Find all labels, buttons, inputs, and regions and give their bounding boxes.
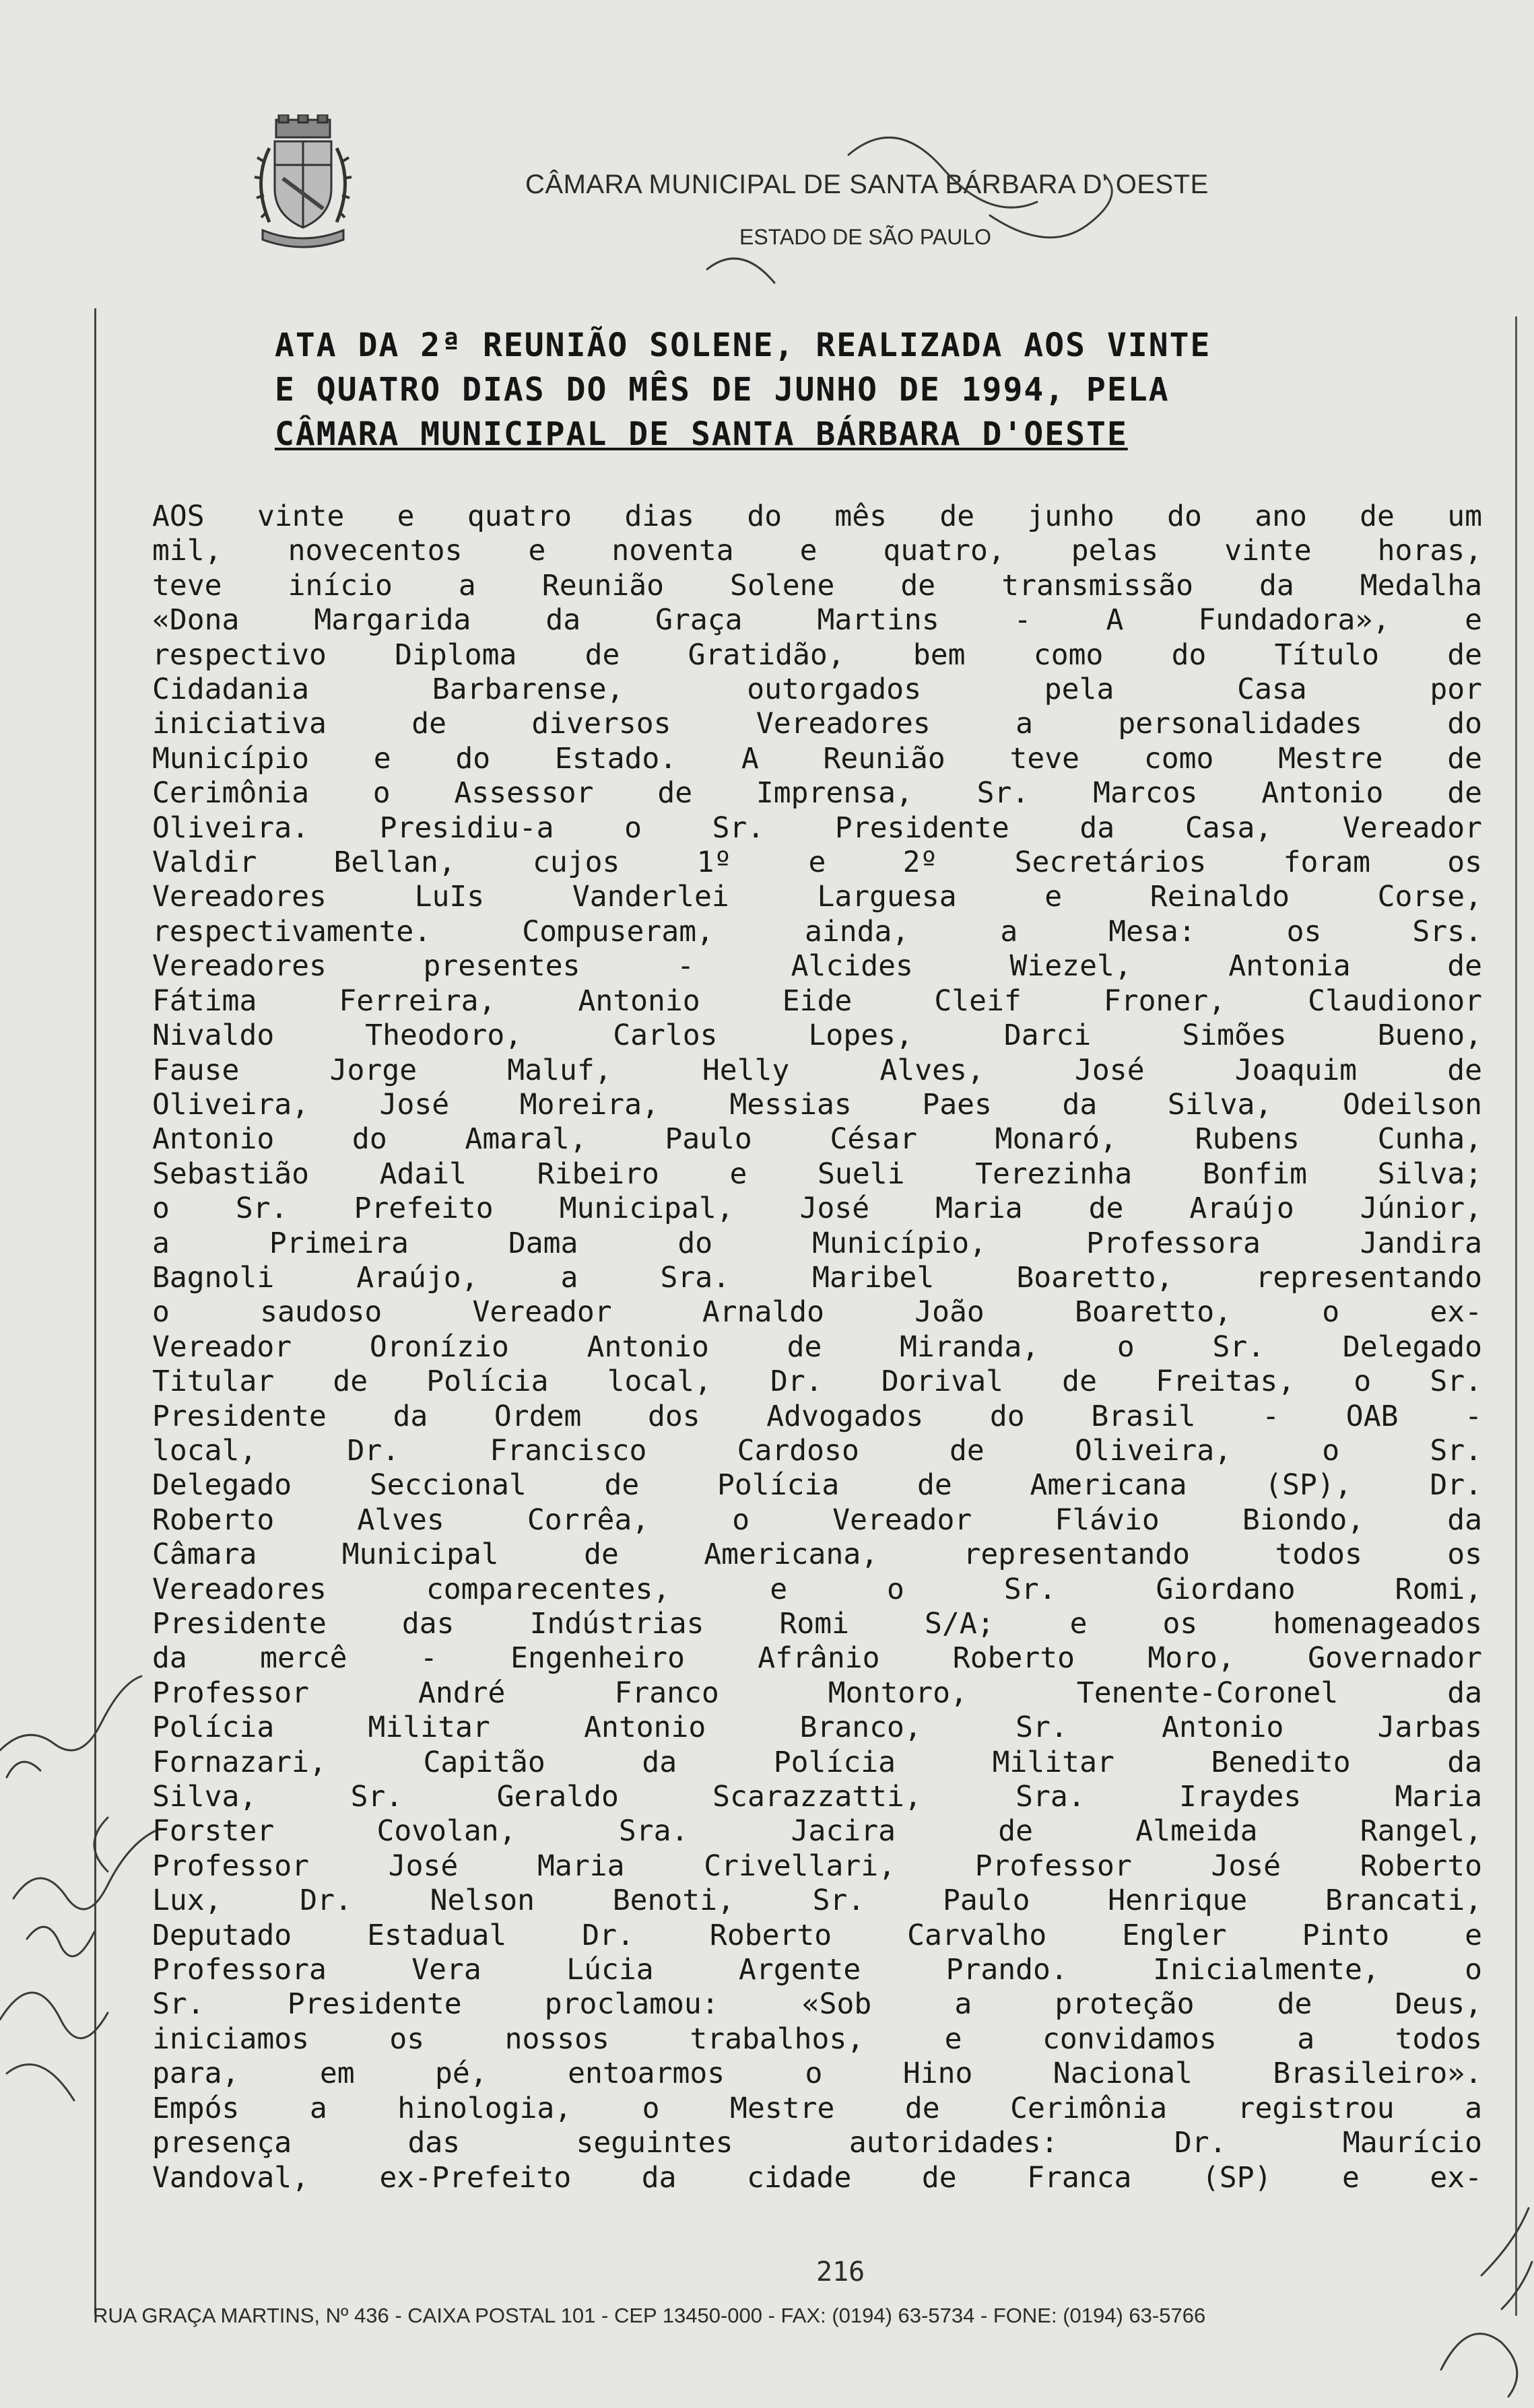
right-margin-rule (1515, 316, 1517, 2316)
body-line: Cerimônia o Assessor de Imprensa, Sr. Marcos Antonio de (152, 776, 1482, 811)
body-line: local, Dr. Francisco Cardoso de Oliveira, o Sr. (152, 1433, 1482, 1468)
body-line: da mercê - Engenheiro Afrânio Roberto Moro, Governador (152, 1641, 1482, 1676)
body-line: o Sr. Prefeito Municipal, José Maria de Araújo Júnior, (152, 1192, 1482, 1226)
body-line: Vereadores comparecentes, e o Sr. Giordano Romi, (152, 1572, 1482, 1606)
body-line: Delegado Seccional de Polícia de Americana (SP), Dr. (152, 1468, 1482, 1503)
body-line: o saudoso Vereador Arnaldo João Boaretto, o ex- (152, 1295, 1482, 1330)
body-line: Silva, Sr. Geraldo Scarazzatti, Sra. Iraydes Maria (152, 1780, 1482, 1814)
body-line: Vereadores LuIs Vanderlei Larguesa e Reinaldo Corse, (152, 880, 1482, 914)
body-line: Município e do Estado. A Reunião teve como Mestre de (152, 741, 1482, 776)
document-title (275, 323, 1352, 456)
body-line: Oliveira, José Moreira, Messias Paes da Silva, Odeilson (152, 1087, 1482, 1122)
body-line: a Primeira Dama do Município, Professora Jandira (152, 1226, 1482, 1260)
body-line: Nivaldo Theodoro, Carlos Lopes, Darci Simões Bueno, (152, 1019, 1482, 1053)
address-footer: RUA GRAÇA MARTINS, Nº 436 - CAIXA POSTAL 101 - CEP 13450-000 - FAX: (0194) 63-5734 - FONE: (0194) 63-5766 (93, 2304, 1206, 2327)
body-line: Professor José Maria Crivellari, Professor José Roberto (152, 1849, 1482, 1883)
body-line: Fornazari, Capitão da Polícia Militar Benedito da (152, 1745, 1482, 1779)
body-line: presença das seguintes autoridades: Dr. Maurício (152, 2126, 1482, 2160)
body-line: Fause Jorge Maluf, Helly Alves, José Joaquim de (152, 1053, 1482, 1087)
body-line: Vandoval, ex-Prefeito da cidade de Franca (SP) e ex- (152, 2160, 1482, 2195)
body-line: Bagnoli Araújo, a Sra. Maribel Boaretto, representando (152, 1260, 1482, 1295)
left-margin-rule (94, 308, 96, 2314)
institution-name: CÂMARA MUNICIPAL DE SANTA BÁRBARA D' OESTE (525, 170, 1209, 199)
body-line: iniciativa de diversos Vereadores a personalidades do (152, 707, 1482, 741)
institution-state: ESTADO DE SÃO PAULO (739, 225, 992, 249)
body-line: Fátima Ferreira, Antonio Eide Cleif Froner, Claudionor (152, 984, 1482, 1018)
body-line: Vereador Oronízio Antonio de Miranda, o Sr. Delegado (152, 1330, 1482, 1364)
body-line: Presidente das Indústrias Romi S/A; e os homenageados (152, 1607, 1482, 1641)
body-line: Forster Covolan, Sra. Jacira de Almeida Rangel, (152, 1814, 1482, 1849)
body-line: Sr. Presidente proclamou: «Sob a proteção de Deus, (152, 1987, 1482, 2022)
body-line: Sebastião Adail Ribeiro e Sueli Terezinha Bonfim Silva; (152, 1157, 1482, 1191)
body-line: Polícia Militar Antonio Branco, Sr. Antonio Jarbas (152, 1711, 1482, 1745)
title-line: E QUATRO DIAS DO MÊS DE JUNHO DE 1994, PELA (275, 371, 1170, 409)
body-line: mil, novecentos e noventa e quatro, pelas vinte horas, (152, 534, 1482, 568)
body-line: teve início a Reunião Solene de transmissão da Medalha (152, 568, 1482, 603)
coat-of-arms-icon (249, 114, 357, 249)
minutes-body (152, 500, 1482, 2195)
body-line: Professora Vera Lúcia Argente Prando. Inicialmente, o (152, 1953, 1482, 1987)
body-line: Titular de Polícia local, Dr. Dorival de Freitas, o Sr. (152, 1365, 1482, 1399)
body-line: Câmara Municipal de Americana, representando todos os (152, 1538, 1482, 1572)
body-line: Valdir Bellan, cujos 1º e 2º Secretários foram os (152, 846, 1482, 880)
body-line: Professor André Franco Montoro, Tenente-Coronel da (152, 1676, 1482, 1710)
body-line: «Dona Margarida da Graça Martins - A Fundadora», e (152, 603, 1482, 638)
body-line: Cidadania Barbarense, outorgados pela Casa por (152, 673, 1482, 707)
body-line: Oliveira. Presidiu-a o Sr. Presidente da Casa, Vereador (152, 811, 1482, 845)
page-number: 216 (816, 2257, 865, 2287)
body-line: para, em pé, entoarmos o Hino Nacional Brasileiro». (152, 2057, 1482, 2091)
body-line: Lux, Dr. Nelson Benoti, Sr. Paulo Henrique Brancati, (152, 1884, 1482, 1918)
title-line: ATA DA 2ª REUNIÃO SOLENE, REALIZADA AOS VINTE (275, 326, 1211, 364)
body-line: AOS vinte e quatro dias do mês de junho do ano de um (152, 500, 1482, 533)
body-line: Roberto Alves Corrêa, o Vereador Flávio Biondo, da (152, 1503, 1482, 1537)
body-line: Antonio do Amaral, Paulo César Monaró, Rubens Cunha, (152, 1122, 1482, 1157)
body-line: iniciamos os nossos trabalhos, e convidamos a todos (152, 2022, 1482, 2056)
body-line: Vereadores presentes - Alcides Wiezel, Antonia de (152, 949, 1482, 984)
body-line: respectivo Diploma de Gratidão, bem como do Título de (152, 638, 1482, 672)
body-line: respectivamente. Compuseram, ainda, a Mesa: os Srs. (152, 914, 1482, 949)
title-line: CÂMARA MUNICIPAL DE SANTA BÁRBARA D'OESTE (275, 415, 1128, 453)
body-line: Empós a hinologia, o Mestre de Cerimônia registrou a (152, 2091, 1482, 2125)
body-line: Presidente da Ordem dos Advogados do Brasil - OAB - (152, 1399, 1482, 1433)
body-line: Deputado Estadual Dr. Roberto Carvalho Engler Pinto e (152, 1918, 1482, 1952)
